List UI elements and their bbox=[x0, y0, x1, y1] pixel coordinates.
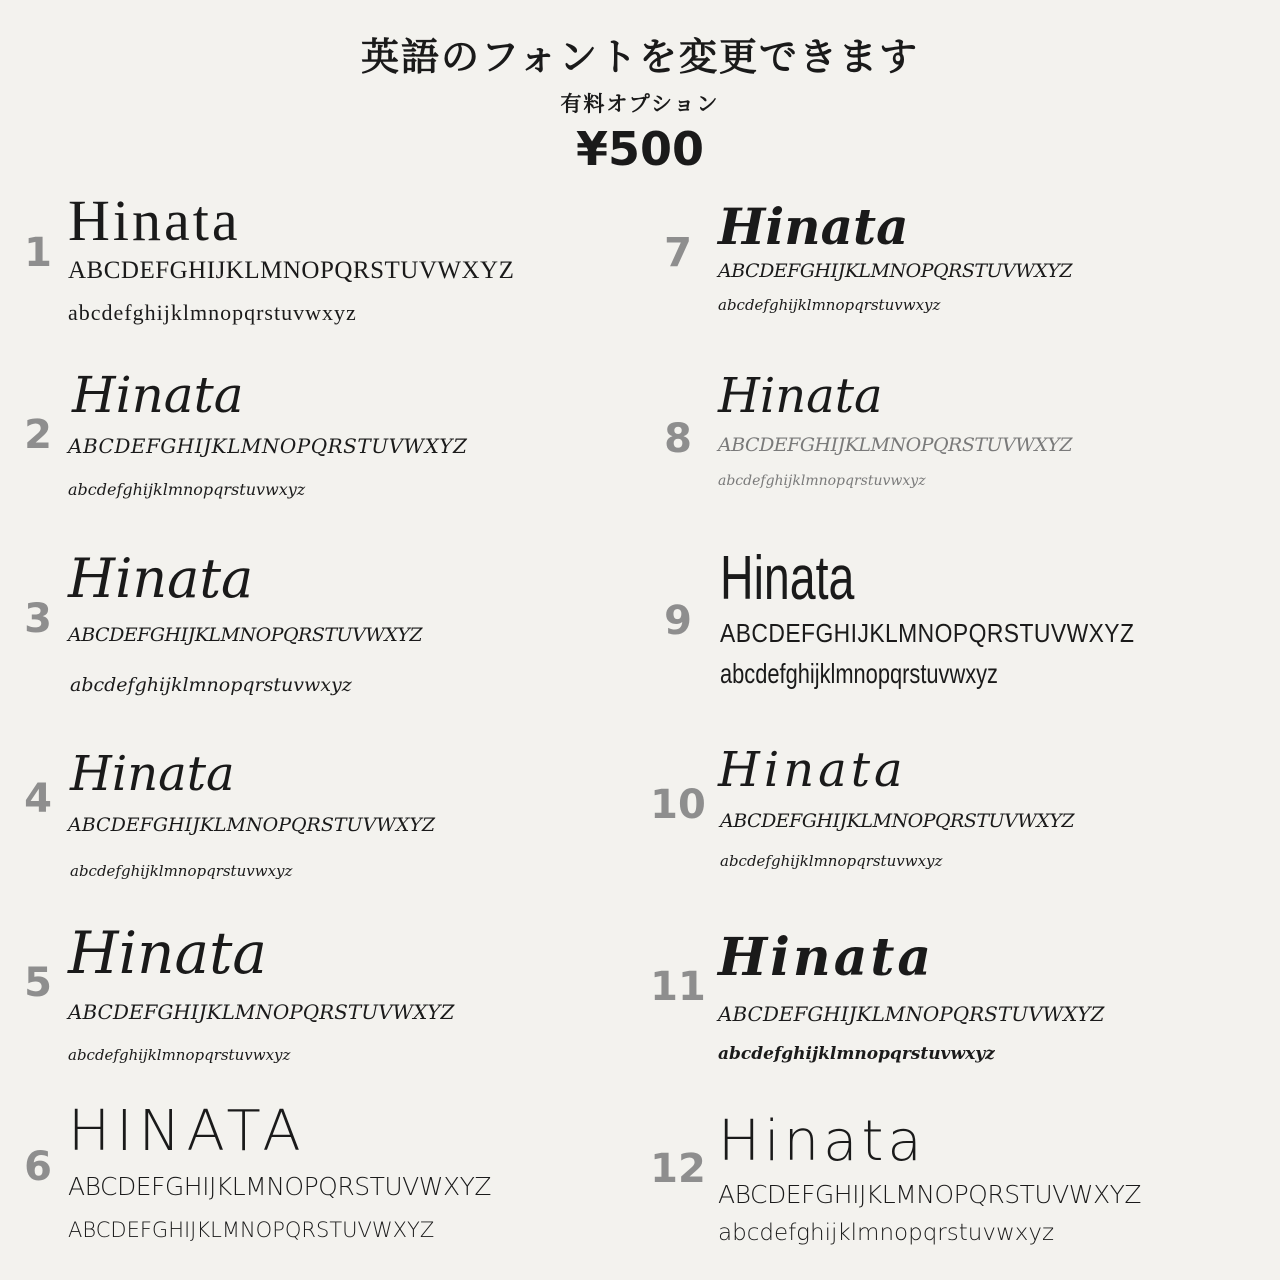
font-lowercase-sample: abcdefghijklmnopqrstuvwxyz bbox=[718, 296, 941, 314]
font-sample-4[interactable] bbox=[0, 740, 640, 890]
font-name-sample: Hinata bbox=[718, 1109, 926, 1174]
font-number: 3 bbox=[24, 596, 52, 642]
font-number: 10 bbox=[650, 782, 706, 828]
font-uppercase-sample: ABCDEFGHIJKLMNOPQRSTUVWXYZ bbox=[68, 1172, 492, 1201]
font-number: 8 bbox=[664, 416, 692, 462]
font-uppercase-sample: ABCDEFGHIJKLMNOPQRSTUVWXYZ bbox=[68, 814, 436, 836]
font-sample-9[interactable] bbox=[640, 540, 1280, 700]
font-uppercase-sample: ABCDEFGHIJKLMNOPQRSTUVWXYZ bbox=[718, 434, 1073, 456]
font-uppercase-sample: ABCDEFGHIJKLMNOPQRSTUVWXYZ bbox=[720, 618, 1135, 648]
font-uppercase-sample: ABCDEFGHIJKLMNOPQRSTUVWXYZ bbox=[68, 434, 468, 458]
font-lowercase-sample: abcdefghijklmnopqrstuvwxyz bbox=[720, 658, 998, 689]
font-uppercase-sample: ABCDEFGHIJKLMNOPQRSTUVWXYZ bbox=[68, 1000, 455, 1024]
font-uppercase-sample: ABCDEFGHIJKLMNOPQRSTUVWXYZ bbox=[718, 1002, 1105, 1026]
font-lowercase-sample: abcdefghijklmnopqrstuvwxyz bbox=[70, 862, 293, 880]
font-name-sample: Hinata bbox=[70, 746, 235, 802]
font-sample-10[interactable] bbox=[640, 734, 1280, 884]
font-sample-7[interactable] bbox=[640, 196, 1280, 336]
font-lowercase-sample: abcdefghijklmnopqrstuvwxyz bbox=[718, 473, 926, 489]
font-lowercase-sample: abcdefghijklmnopqrstuvwxyz bbox=[718, 1220, 1055, 1246]
option-label: 有料オプション bbox=[560, 92, 720, 116]
price: ¥500 bbox=[575, 122, 705, 176]
font-name-sample: Hinata bbox=[68, 547, 254, 610]
font-name-sample: Hinata bbox=[718, 197, 909, 256]
font-number: 7 bbox=[664, 230, 692, 276]
font-name-sample: Hinata bbox=[720, 544, 855, 613]
font-uppercase-sample: ABCDEFGHIJKLMNOPQRSTUVWXYZ bbox=[718, 260, 1073, 282]
font-lowercase-sample: abcdefghijklmnopqrstuvwxyz bbox=[70, 674, 352, 696]
font-number: 1 bbox=[24, 230, 52, 276]
font-name-sample: HINATA bbox=[68, 1099, 307, 1164]
font-number: 9 bbox=[664, 598, 692, 644]
font-number: 11 bbox=[650, 964, 706, 1010]
font-number: 12 bbox=[650, 1146, 706, 1192]
font-lowercase-sample: abcdefghijklmnopqrstuvwxyz bbox=[718, 1044, 995, 1064]
font-sample-11[interactable] bbox=[640, 926, 1280, 1076]
font-name-sample: Hinata bbox=[718, 927, 935, 988]
page-title: 英語のフォントを変更できます bbox=[360, 35, 920, 79]
font-sample-2[interactable] bbox=[0, 368, 640, 518]
font-lowercase-sample: abcdefghijklmnopqrstuvwxyz bbox=[68, 480, 306, 499]
font-name-sample: Hinata bbox=[68, 919, 267, 987]
font-sample-3[interactable] bbox=[0, 540, 640, 720]
font-number: 6 bbox=[24, 1144, 52, 1190]
font-name-sample: Hinata bbox=[718, 368, 883, 424]
font-sample-1[interactable] bbox=[0, 190, 640, 350]
font-name-sample: Hinata bbox=[72, 366, 244, 424]
font-sample-6[interactable] bbox=[0, 1100, 640, 1260]
font-sample-12[interactable] bbox=[640, 1108, 1280, 1268]
font-number: 5 bbox=[24, 960, 52, 1006]
font-uppercase-sample: ABCDEFGHIJKLMNOPQRSTUVWXYZ bbox=[718, 1180, 1142, 1209]
font-name-sample: Hinata bbox=[718, 742, 907, 798]
font-sample-5[interactable] bbox=[0, 918, 640, 1078]
font-lowercase-sample: abcdefghijklmnopqrstuvwxyz bbox=[720, 852, 943, 870]
font-uppercase-sample: ABCDEFGHIJKLMNOPQRSTUVWXYZ bbox=[720, 810, 1075, 832]
font-sample-8[interactable] bbox=[640, 364, 1280, 504]
font-number: 2 bbox=[24, 412, 52, 458]
font-name-sample: Hinata bbox=[68, 188, 241, 253]
font-uppercase-sample: ABCDEFGHIJKLMNOPQRSTUVWXYZ bbox=[68, 624, 423, 646]
font-number: 4 bbox=[24, 776, 52, 822]
font-lowercase-sample: abcdefghijklmnopqrstuvwxyz bbox=[68, 1046, 291, 1064]
font-lowercase-sample: ABCDEFGHIJKLMNOPQRSTUVWXYZ bbox=[68, 1218, 435, 1242]
font-uppercase-sample: ABCDEFGHIJKLMNOPQRSTUVWXYZ bbox=[68, 257, 515, 284]
font-lowercase-sample: abcdefghijklmnopqrstuvwxyz bbox=[68, 300, 357, 325]
